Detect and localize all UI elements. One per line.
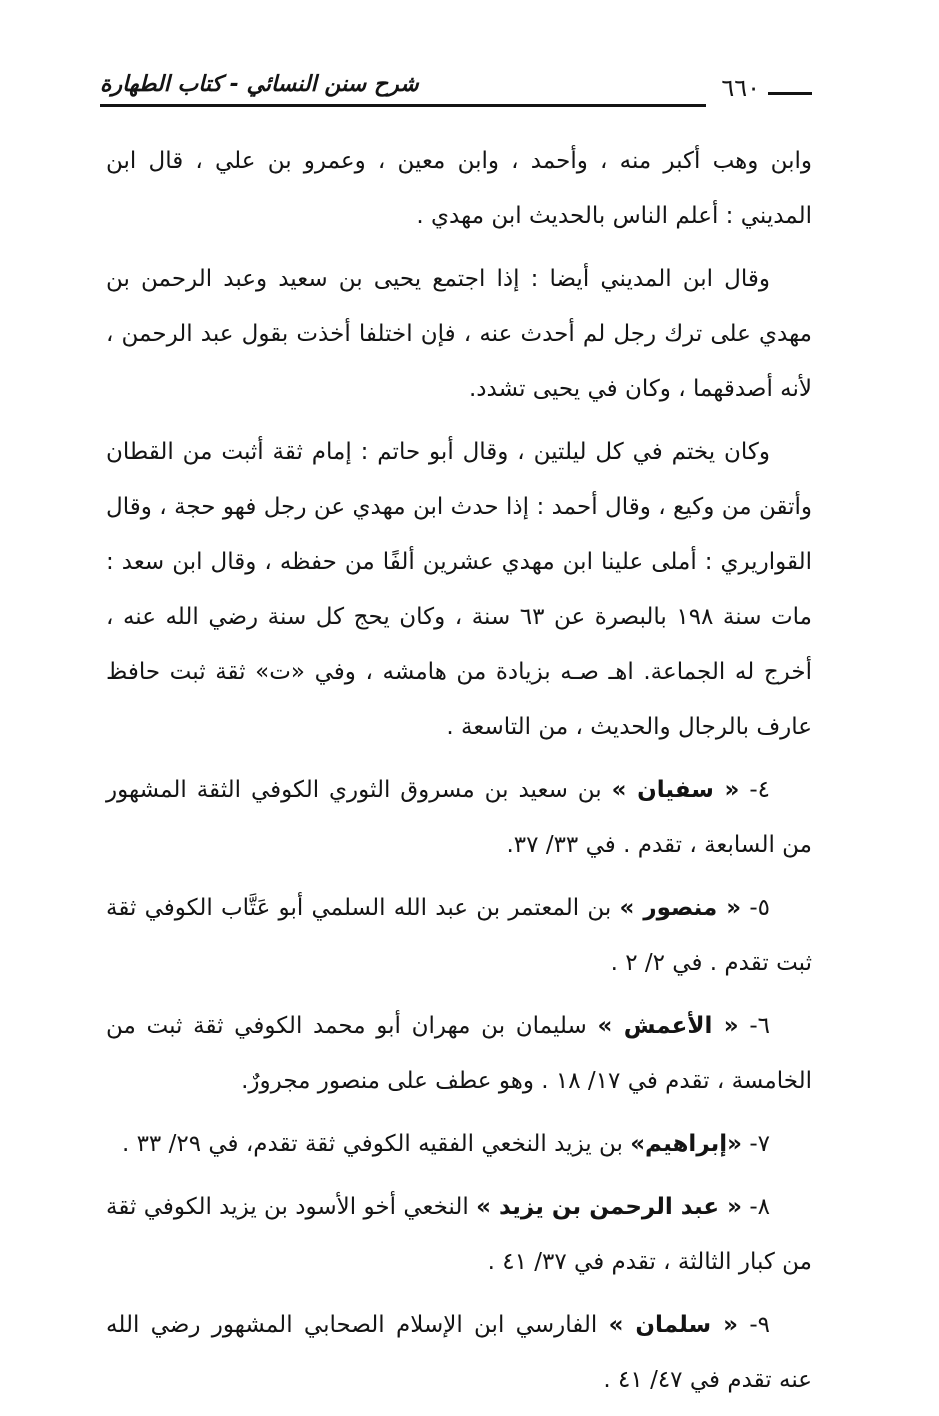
narrator-number: ٤- [749, 777, 770, 803]
narrator-entry [106, 881, 812, 991]
narrator-description: الفارسي ابن الإسلام الصحابي المشهور رضي الله عنه تقدم في ٤٧/ ٤١ . [106, 1312, 812, 1393]
narrator-entry [106, 1117, 812, 1172]
narrator-name: « سفيان » [611, 777, 740, 803]
header-rule [100, 104, 706, 107]
narrator-entry [106, 763, 812, 873]
narrator-description: سليمان بن مهران أبو محمد الكوفي ثقة ثبت من الخامسة ، تقدم في ١٧/ ١٨ . وهو عطف على منصور مجرورٌ. [106, 1013, 812, 1094]
page-number: ٦٦٠ [721, 74, 760, 102]
narrator-number: ٦- [749, 1013, 770, 1039]
page-number-dash [768, 92, 812, 95]
narrator-description: النخعي أخو الأسود بن يزيد الكوفي ثقة من كبار الثالثة ، تقدم في ٣٧/ ٤١ . [106, 1194, 812, 1275]
narrator-entry [106, 1298, 812, 1408]
narrator-name: « الأعمش » [597, 1013, 739, 1039]
body-text [106, 134, 812, 1416]
narrator-description: بن سعيد بن مسروق الثوري الكوفي الثقة المشهور من السابعة ، تقدم . في ٣٣/ ٣٧. [106, 777, 812, 858]
narrator-number: ٧- [749, 1131, 770, 1157]
narrator-name: « سلمان » [608, 1312, 738, 1338]
narrator-number: ٨- [749, 1194, 771, 1220]
running-title: شرح سنن النسائي - كتاب الطهارة [100, 72, 419, 97]
narrator-description: بن المعتمر بن عبد الله السلمي أبو عَتَّاب الكوفي ثقة ثبت تقدم . في ٢/ ٢ . [106, 895, 812, 976]
narrator-entry [106, 999, 812, 1109]
page-header [100, 70, 812, 108]
narrator-entry [106, 1180, 812, 1290]
paragraph: وكان يختم في كل ليلتين ، وقال أبو حاتم : إمام ثقة أثبت من القطان وأتقن من وكيع ، وقال أحمد : إذا حدث ابن مهدي عن رجل فهو حجة ، وقال القواريري : أملى علينا ابن مهدي عشرين ألفًا من حفظه ، وقال ابن سعد : مات سنة ١٩٨ بالبصرة عن ٦٣ سنة ، وكان يحج كل سنة رضي الله عنه ، أخرج له الجماعة. اهـ صـه بزيادة من هامشه ، وفي «ت» ثقة ثبت حافظ عارف بالرجال والحديث ، من التاسعة . [106, 439, 812, 740]
narrator-description: بن يزيد النخعي الفقيه الكوفي ثقة تقدم، في ٢٩/ ٣٣ . [121, 1131, 631, 1157]
narrator-number: ٩- [749, 1312, 770, 1338]
narrator-name: «إبراهيم» [630, 1131, 743, 1157]
narrator-number: ٥- [749, 895, 770, 921]
narrator-name: « عبد الرحمن بن يزيد » [476, 1194, 743, 1220]
narrator-name: « منصور » [619, 895, 742, 921]
paragraph: وابن وهب أكبر منه ، وأحمد ، وابن معين ، وعمرو بن علي ، قال ابن المديني : أعلم الناس بالحديث ابن مهدي . [106, 148, 812, 229]
paragraph: وقال ابن المديني أيضا : إذا اجتمع يحيى بن سعيد وعبد الرحمن بن مهدي على ترك رجل لم أحدث عنه ، فإن اختلفا أخذت بقول عبد الرحمن ، لأنه أصدقهما ، وكان في يحيى تشدد. [106, 266, 812, 402]
